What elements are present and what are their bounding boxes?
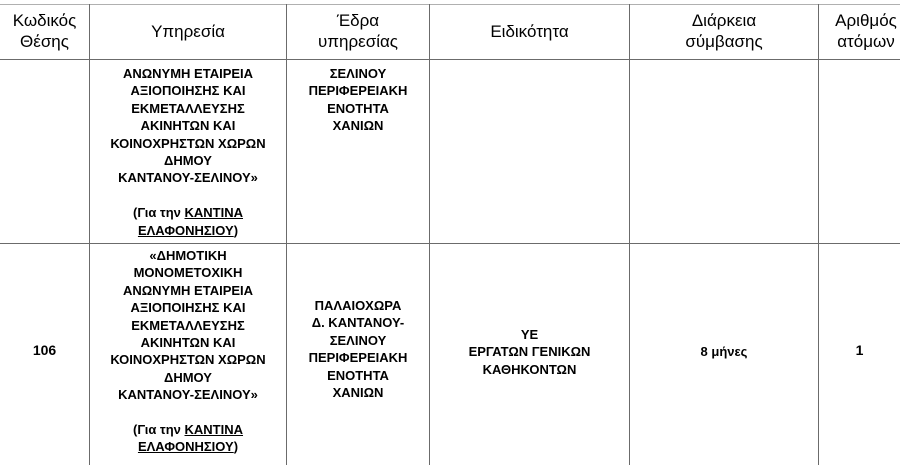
- service-line: ΑΝΩΝΥΜΗ ΕΤΑΙΡΕΙΑ: [122, 282, 254, 298]
- service-line: ΜΟΝΟΜΕΤΟΧΙΚΗ: [133, 265, 243, 281]
- seat-line: ΧΑΝΙΩΝ: [332, 118, 384, 134]
- service-note: [133, 421, 243, 438]
- specialty-line: ΕΡΓΑΤΩΝ ΓΕΝΙΚΩΝ: [468, 344, 591, 360]
- service-note: [138, 438, 238, 455]
- header-seat-line1: Έδρα: [336, 11, 380, 30]
- row2-persons: [819, 342, 900, 358]
- header-seat-line2: υπηρεσίας: [317, 32, 399, 51]
- service-line: ΕΚΜΕΤΑΛΛΕΥΣΗΣ: [131, 100, 245, 116]
- service-line: ΑΚΙΝΗΤΩΝ ΚΑΙ: [140, 335, 236, 351]
- header-service-label: Υπηρεσία: [151, 21, 225, 41]
- seat-line: Δ. ΚΑΝΤΑΝΟΥ-: [311, 315, 405, 331]
- seat-line: ΣΕΛΙΝΟΥ: [329, 332, 387, 348]
- note-underlined: ΚΑΝΤΙΝΑ: [184, 205, 244, 221]
- service-line: ΔΗΜΟΥ: [164, 153, 212, 169]
- service-line: ΑΞΙΟΠΟΙΗΣΗΣ ΚΑΙ: [130, 300, 246, 316]
- header-code-line1: Κωδικός: [12, 11, 77, 30]
- header-persons: [819, 8, 900, 54]
- position-code: 106: [32, 342, 57, 358]
- duration-value: 8 μήνες: [700, 344, 748, 359]
- service-line: ΔΗΜΟΥ: [164, 369, 212, 385]
- specialty-line: ΥΕ: [520, 327, 539, 342]
- seat-line: ΣΕΛΙΝΟΥ: [329, 66, 387, 81]
- note-prefix: (Για την: [132, 422, 185, 438]
- row2-specialty: [430, 326, 629, 378]
- header-seat: [287, 8, 429, 54]
- header-duration: [630, 8, 818, 54]
- row1-seat: [287, 65, 429, 135]
- header-code: [0, 8, 89, 54]
- service-line: ΕΚΜΕΤΑΛΛΕΥΣΗΣ: [131, 317, 245, 333]
- table-top-border: [0, 4, 900, 5]
- row1-service: [90, 65, 286, 239]
- header-specialty: [430, 8, 629, 54]
- service-line: «ΔΗΜΟΤΙΚΗ: [149, 248, 227, 263]
- note-underlined: ΚΑΝΤΙΝΑ: [184, 422, 244, 438]
- persons-value: 1: [855, 342, 864, 358]
- header-persons-line1: Αριθμός: [835, 11, 897, 30]
- note-underlined: ΕΛΑΦΟΝΗΣΙΟΥ: [137, 222, 234, 238]
- note-suffix: ): [233, 439, 239, 455]
- service-line: ΚΟΙΝΟΧΡΗΣΤΩΝ ΧΩΡΩΝ: [110, 352, 266, 368]
- header-bottom-border: [0, 59, 900, 60]
- seat-line: ΕΝΟΤΗΤΑ: [327, 100, 389, 116]
- service-line: ΚΟΙΝΟΧΡΗΣΤΩΝ ΧΩΡΩΝ: [110, 135, 266, 151]
- positions-table: [0, 4, 900, 465]
- row2-code: [0, 342, 89, 358]
- seat-line: ΠΕΡΙΦΕΡΕΙΑΚΗ: [308, 83, 408, 99]
- header-duration-line2: σύμβασης: [685, 32, 763, 51]
- header-duration-line1: Διάρκεια: [691, 11, 757, 30]
- header-specialty-label: Ειδικότητα: [490, 21, 569, 41]
- row2-service: [90, 247, 286, 456]
- service-line: ΚΑΝΤΑΝΟΥ-ΣΕΛΙΝΟΥ»: [118, 387, 258, 403]
- service-note: [133, 204, 243, 221]
- service-line: ΑΝΩΝΥΜΗ ΕΤΑΙΡΕΙΑ: [122, 66, 254, 81]
- column-divider: [818, 4, 819, 465]
- service-note: [138, 222, 238, 239]
- note-underlined: ΕΛΑΦΟΝΗΣΙΟΥ: [137, 439, 234, 455]
- row-divider: [0, 243, 900, 244]
- seat-line: ΧΑΝΙΩΝ: [332, 385, 384, 401]
- specialty-line: ΚΑΘΗΚΟΝΤΩΝ: [482, 361, 577, 377]
- header-code-line2: Θέσης: [20, 32, 69, 51]
- note-suffix: ): [233, 222, 239, 238]
- header-service: [90, 8, 286, 54]
- row2-duration: [630, 343, 818, 360]
- column-divider: [429, 4, 430, 465]
- row2-seat: [287, 297, 429, 401]
- header-persons-line2: ατόμων: [837, 32, 895, 51]
- note-prefix: (Για την: [132, 205, 185, 221]
- service-line: ΑΚΙΝΗΤΩΝ ΚΑΙ: [140, 118, 236, 134]
- seat-line: ΠΑΛΑΙΟΧΩΡΑ: [314, 298, 402, 313]
- service-line: ΑΞΙΟΠΟΙΗΣΗΣ ΚΑΙ: [130, 83, 246, 99]
- seat-line: ΕΝΟΤΗΤΑ: [327, 367, 389, 383]
- service-line: ΚΑΝΤΑΝΟΥ-ΣΕΛΙΝΟΥ»: [118, 170, 258, 186]
- column-divider: [629, 4, 630, 465]
- seat-line: ΠΕΡΙΦΕΡΕΙΑΚΗ: [308, 350, 408, 366]
